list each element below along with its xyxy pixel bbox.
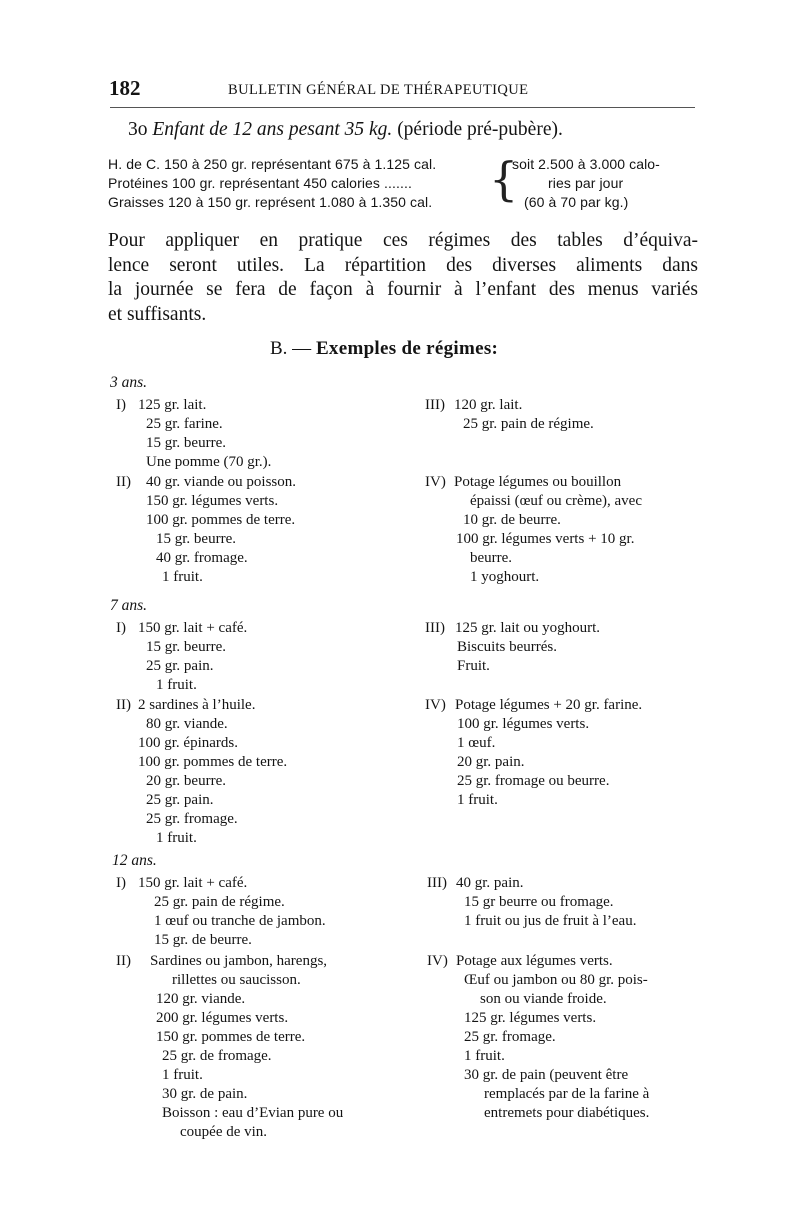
meal-line: beurre. bbox=[470, 550, 513, 566]
meal-line: rillettes ou saucisson. bbox=[172, 972, 301, 988]
meal-line: Œuf ou jambon ou 80 gr. pois- bbox=[464, 972, 648, 988]
meal-line: 1 fruit. bbox=[156, 830, 197, 846]
meal-line: 20 gr. beurre. bbox=[146, 773, 226, 789]
meal-line: 15 gr. de beurre. bbox=[154, 932, 252, 948]
meal-line: 15 gr. beurre. bbox=[146, 639, 226, 655]
nutrition-line: Protéines 100 gr. représentant 450 calories ....... bbox=[108, 175, 412, 191]
meal-line: 30 gr. de pain (peuvent être bbox=[464, 1067, 629, 1083]
header-rule bbox=[110, 107, 695, 108]
section-title: Exemples de régimes: bbox=[315, 338, 499, 359]
meal-line: 120 gr. lait. bbox=[454, 397, 523, 413]
meal-line: 1 fruit. bbox=[457, 792, 498, 808]
meal-line: 25 gr. de fromage. bbox=[162, 1048, 272, 1064]
nutrition-total: (60 à 70 par kg.) bbox=[524, 194, 629, 210]
subtitle bbox=[128, 119, 563, 141]
nutrition-total: ries par jour bbox=[548, 175, 624, 191]
meal-line: Fruit. bbox=[457, 658, 490, 674]
meal-line: remplacés par de la farine à bbox=[484, 1086, 650, 1102]
meal-number: IV) bbox=[425, 697, 446, 713]
meal-number: I) bbox=[116, 397, 126, 413]
meal-line: 1 œuf ou tranche de jambon. bbox=[154, 913, 326, 929]
meal-line: 150 gr. lait + café. bbox=[138, 875, 248, 891]
nutrition-line: Graisses 120 à 150 gr. représent 1.080 à 1.350 cal. bbox=[108, 194, 433, 210]
running-title: BULLETIN GÉNÉRAL DE THÉRAPEUTIQUE bbox=[228, 82, 529, 98]
meal-number: II) bbox=[116, 953, 131, 969]
age-heading: 7 ans. bbox=[110, 597, 148, 614]
meal-line: 10 gr. de beurre. bbox=[463, 512, 561, 528]
meal-line: 15 gr. beurre. bbox=[156, 531, 236, 547]
page-number: 182 bbox=[109, 76, 141, 100]
meal-line: Potage légumes + 20 gr. farine. bbox=[455, 697, 643, 713]
meal-line: Boisson : eau d’Evian pure ou bbox=[162, 1105, 344, 1121]
meal-line: 25 gr. fromage. bbox=[464, 1029, 556, 1045]
meal-line: 25 gr. pain. bbox=[146, 658, 214, 674]
meal-line: 40 gr. viande ou poisson. bbox=[146, 474, 296, 490]
subtitle-italic: Enfant de 12 ans pesant 35 kg. bbox=[152, 119, 393, 140]
meal-line: 25 gr. pain de régime. bbox=[154, 894, 285, 910]
meal-number: IV) bbox=[425, 474, 446, 490]
meal-line: 1 fruit. bbox=[156, 677, 197, 693]
meal-line: 125 gr. lait. bbox=[138, 397, 207, 413]
meal-line: 25 gr. pain. bbox=[146, 792, 214, 808]
meal-line: 125 gr. légumes verts. bbox=[464, 1010, 597, 1026]
meal-line: 125 gr. lait ou yoghourt. bbox=[455, 620, 600, 636]
meal-line: coupée de vin. bbox=[180, 1124, 268, 1140]
meal-line: 1 fruit. bbox=[162, 1067, 203, 1083]
meal-line: 100 gr. pommes de terre. bbox=[138, 754, 288, 770]
meal-line: entremets pour diabétiques. bbox=[484, 1105, 650, 1121]
meal-line: Biscuits beurrés. bbox=[457, 639, 557, 655]
meal-line: 100 gr. épinards. bbox=[138, 735, 238, 751]
meal-line: 100 gr. pommes de terre. bbox=[146, 512, 296, 528]
section-heading bbox=[270, 338, 498, 360]
meal-line: 1 fruit ou jus de fruit à l’eau. bbox=[464, 913, 637, 929]
meal-line: 2 sardines à l’huile. bbox=[138, 697, 256, 713]
meal-line: 25 gr. fromage ou beurre. bbox=[457, 773, 610, 789]
meal-line: 200 gr. légumes verts. bbox=[156, 1010, 289, 1026]
subtitle-prefix: 3o bbox=[128, 119, 148, 140]
meal-line: son ou viande froide. bbox=[480, 991, 607, 1007]
meal-number: II) bbox=[116, 697, 131, 713]
meal-number: I) bbox=[116, 875, 126, 891]
paragraph-line: Pour appliquer en pratique ces régimes des tables d’équiva- bbox=[108, 230, 698, 251]
meal-line: 1 fruit. bbox=[464, 1048, 505, 1064]
meal-line: Potage légumes ou bouillon bbox=[454, 474, 622, 490]
meal-line: 40 gr. pain. bbox=[456, 875, 524, 891]
meal-line: Potage aux légumes verts. bbox=[456, 953, 613, 969]
subtitle-rest: (période pré-pubère). bbox=[397, 119, 563, 140]
meal-line: 15 gr beurre ou fromage. bbox=[464, 894, 614, 910]
meal-line: 100 gr. légumes verts + 10 gr. bbox=[456, 531, 635, 547]
meal-line: Sardines ou jambon, harengs, bbox=[150, 953, 328, 969]
meal-line: 150 gr. légumes verts. bbox=[146, 493, 279, 509]
paragraph-line: la journée se fera de façon à fournir à l’enfant des menus variés bbox=[108, 279, 698, 300]
meal-line: 25 gr. fromage. bbox=[146, 811, 238, 827]
meal-number: I) bbox=[116, 620, 126, 636]
meal-line: 25 gr. farine. bbox=[146, 416, 223, 432]
meal-line: épaissi (œuf ou crème), avec bbox=[470, 493, 643, 509]
meal-number: III) bbox=[427, 875, 447, 891]
section-prefix: B. — bbox=[270, 338, 312, 359]
meal-line: 100 gr. légumes verts. bbox=[457, 716, 590, 732]
paragraph-line: lence seront utiles. La répartition des diverses aliments dans bbox=[108, 254, 698, 276]
meal-line: 30 gr. de pain. bbox=[162, 1086, 248, 1102]
meal-line: 1 yoghourt. bbox=[470, 569, 540, 585]
brace: { bbox=[489, 152, 519, 206]
meal-line: 1 œuf. bbox=[457, 735, 496, 751]
meal-line: Une pomme (70 gr.). bbox=[146, 454, 272, 470]
meal-number: II) bbox=[116, 474, 131, 490]
meal-line: 150 gr. lait + café. bbox=[138, 620, 248, 636]
age-heading: 3 ans. bbox=[110, 374, 148, 391]
meal-number: III) bbox=[425, 397, 445, 413]
intro-paragraph bbox=[108, 229, 698, 327]
meal-line: 25 gr. pain de régime. bbox=[463, 416, 594, 432]
meal-line: 1 fruit. bbox=[162, 569, 203, 585]
meal-line: 150 gr. pommes de terre. bbox=[156, 1029, 306, 1045]
meal-line: 120 gr. viande. bbox=[156, 991, 246, 1007]
meal-line: 15 gr. beurre. bbox=[146, 435, 226, 451]
nutrition-total: soit 2.500 à 3.000 calo- bbox=[512, 156, 660, 172]
meal-line: 20 gr. pain. bbox=[457, 754, 525, 770]
meal-line: 40 gr. fromage. bbox=[156, 550, 248, 566]
meal-number: IV) bbox=[427, 953, 448, 969]
meal-number: III) bbox=[425, 620, 445, 636]
meal-line: 80 gr. viande. bbox=[146, 716, 228, 732]
age-heading: 12 ans. bbox=[112, 852, 157, 869]
nutrition-line: H. de C. 150 à 250 gr. représentant 675 à 1.125 cal. bbox=[108, 156, 437, 172]
paragraph-line: et suffisants. bbox=[108, 303, 207, 325]
